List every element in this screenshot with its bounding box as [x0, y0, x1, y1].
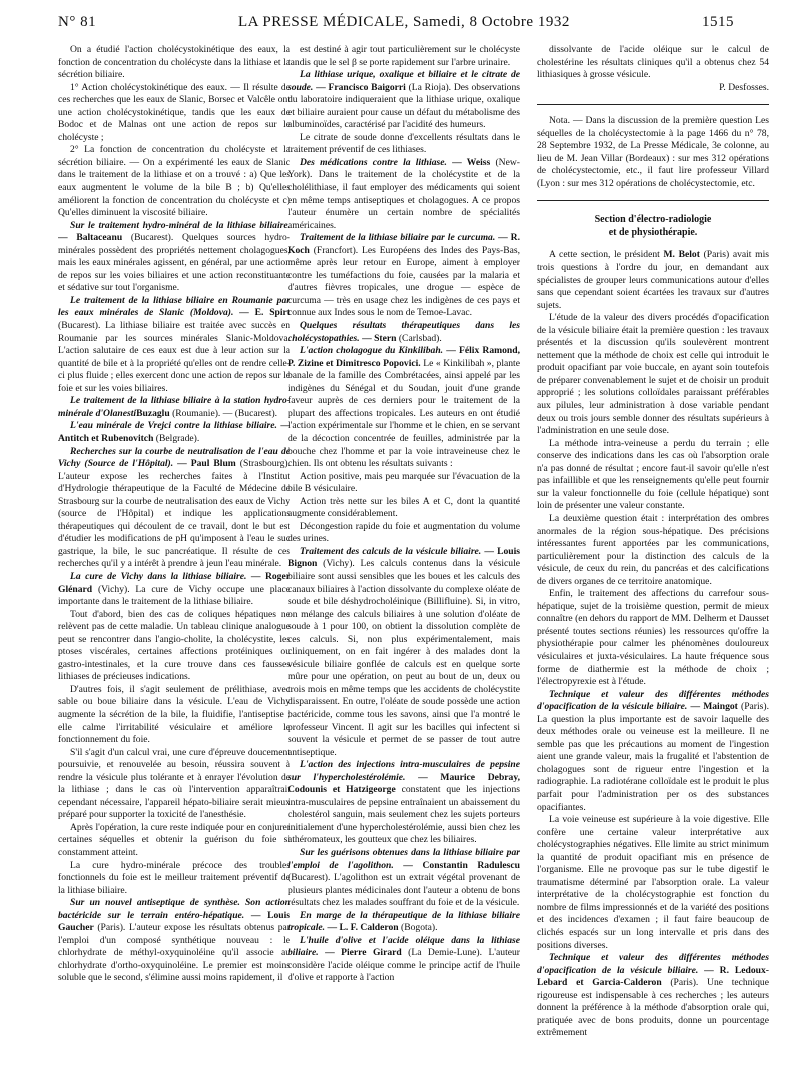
text: La méthode intra-veineuse a perdu du terrain ; elle conserve des indications dans les cas où l'absorption orale n'a pas donné de résultat ; encore faut-il savoir qu'elle n'est pas infaillible et que les renseignements qu'elle peut fournir sur la valeur fonctionnelle du foie (cellule hépatique) sont loin de présenter une valeur constante. [537, 437, 769, 512]
heading: En marge de la thérapeutique de la lithiase biliaire tropicale. [288, 909, 520, 934]
author: — Maurice Debray, Codounis et Hatzigeorge [288, 771, 520, 796]
paragraph [288, 521, 520, 546]
paragraph [288, 69, 520, 132]
column-right [537, 44, 769, 1082]
paragraph [58, 144, 290, 219]
heading: Recherches sur la courbe de neutralisation de l'eau de Vichy (Source de l'Hôpital). [58, 445, 290, 470]
paragraph [288, 910, 520, 935]
text: (Bucarest). L'agolithon est un extrait végétal provenant de plusieurs plantes médicinales dont l'auteur a obtenu de bons résultats chez les malades souffrant du foie et de la vésicule. [288, 872, 520, 909]
heading: La cure de Vichy dans la lithiase biliaire. [70, 570, 247, 582]
heading: L'action cholagogue du Kinkilibah. [300, 345, 444, 357]
text: Tout d'abord, bien des cas de coliques hépatiques ne relèvent pas de cette maladie. Un tableau clinique analogue peut se rencontrer dans l'angio-cholite, la cholécystite, les ptoses viscérales, certaines affections protéiniques ou gastro-intestinales, et la cure trouve dans ces fausses lithiases de précieuses indications. [58, 608, 290, 683]
text: Après l'opération, la cure reste indiquée pour en conjurer certaines séquelles et obtenir la guérison du foie si constamment atteint. [58, 821, 290, 858]
paragraph [288, 546, 520, 759]
paragraph [58, 295, 290, 395]
text: S'il s'agit d'un calcul vrai, une cure d'épreuve doucement poursuivie, et renouvelée au besoin, réussira souvent à rendre la vésicule plus tolérante et à enrayer l'évolution de la lithiase ; dans le cas où l'intervention apparaîtrait cependant nécessaire, l'appareil hépato-biliaire serait mieux préparé pour supporter la toxicité de l'anesthésie. [58, 746, 290, 821]
paragraph [58, 395, 290, 420]
paragraph [58, 860, 290, 898]
text: (Roumanie). — [169, 407, 235, 419]
text: dissolvante de l'acide oléique sur le calcul de cholestérine les résultats cliniques qu'il a obtenus chez 54 lithiasiques à grosse vésicule. [537, 44, 769, 81]
text: La voie veineuse est supérieure à la voie digestive. Elle confère une certaine valeur interprétative aux cholécystographies négatives. Elle limite au strict minimum la quantité de produit opacifiant mis en présence de l'organisme. Elle ne provoque pas sur le tube digestif le traumatisme déterminé par l'absorption orale. La valeur interprétative de la cholécystographie est fonction du nombre de films impressionnés et de la variété des positions et des incidences d'examen ; il faut faire beaucoup de clichés espacés sur un long intervalle et pris dans des positions diverses. [537, 814, 769, 951]
author: M. Belot [663, 249, 700, 261]
author: — Baltaceanu [58, 232, 123, 244]
paragraph [288, 345, 520, 470]
paragraph [537, 44, 769, 82]
heading: L'huile d'olive et l'acide oléique dans la lithiase biliaire. [288, 934, 520, 959]
text: A cette section, le président [549, 249, 664, 261]
text: (Vichy). Les calculs contenus dans la vésicule biliaire sont aussi sensibles que les boues et les calculs des canaux biliaires à l'action dissolvante du complexe oléate de soude et bile déshydrocholéinique (Billifluine). Si, in vitro, on mélange des calculs biliaires à une solution d'oléate de soude à 1 pour 100, on obtient la dissolution complète de ces calculs. Si, non plus expérimentalement, mais cliniquement, on en fait ingérer à des malades dont la vésicule biliaire gonflée de calculs est en quelque sorte mûre pour une opération, on peut au bout de un, deux ou trois mois en même temps que les accidents de cholécystite disparaissent. En outre, l'oléate de soude possède une action bactéricide, comme tous les savons, ainsi que l'a montré le professeur Vincent. Il agit sur les bacilles qui infectent si souvent la vésicule et permet de se passer de tout autre antiseptique. [288, 558, 520, 758]
author: — Pierre Girard [318, 947, 402, 959]
heading: Quelques résultats thérapeutiques dans les cholécystopathies. [288, 320, 520, 344]
signature: P. Desfosses. [719, 81, 769, 93]
author: — R. Ledoux-Lebard et Garcia-Calderon [537, 964, 769, 989]
column-left [58, 44, 290, 1082]
paragraph [288, 157, 520, 232]
paragraph [288, 471, 520, 496]
section-title-line-1: Section d'électro-radiologie [594, 214, 712, 226]
author: — Constantin Radulescu [393, 859, 520, 871]
text: La deuxième question était : interprétation des ombres anormales de la région sous-hépatique. Des précisions intéressantes furent apportées par les communications, particulièrement pour la distinction des calculs de la vésicule, de ceux du rein, du pancréas et des calcifications de divers organes de ce territoire anatomique. [537, 512, 769, 587]
author: — Weiss [446, 156, 491, 168]
text: (Paris) avait mis trois questions à l'ordre du jour, en demandant aux spécialistes de grouper leurs communications autour d'elles sans que cependant soient écartées les travaux sur d'autres sujets. [537, 249, 769, 311]
text: Le citrate de soude donne d'excellents résultats dans le traitement préventif de ces lithiases. [288, 131, 520, 156]
heading: Traitement des calculs de la vésicule biliaire. [300, 545, 482, 557]
paragraph [58, 44, 290, 82]
paragraph [288, 496, 520, 521]
text: (Paris). La question la plus importante est de savoir laquelle des deux méthodes orale ou veineuse est la meilleure. Il ne semble pas que les précautions au moment de l'ingestion aient une grande valeur, mais la frugalité et l'abstention de cholagogues sont de rigueur entre l'ingestion et la radiographie. La radiotérane colloïdale est le produit le plus parfait pour l'administration per os des substances opacifiantes. [537, 701, 769, 813]
paragraph [288, 44, 520, 69]
section-title-line-2: et de physiothérapie. [608, 227, 698, 239]
text: (Belgrade). [153, 432, 200, 444]
text: (Bucarest). La lithiase biliaire est traitée avec succès en Roumanie par les sources minérales Slanic-Moldova. L'action salutaire de ces eaux est due à leur action sur la quantité de bile et à la propriété qu'elles ont de rendre celle-ci plus fluide ; elles exercent donc une action de repos sur le foie et sur les voies biliaires. [58, 320, 290, 394]
author: — L. F. Calderon [325, 922, 399, 934]
text: (La Demie-Lune). L'auteur considère l'acide oléique comme le principe actif de l'huile d'olive et rapporte à l'action [288, 947, 520, 984]
text: (New-York). Dans le traitement de la cholécystite et de la cholélithiase, il faut employer des médicaments qui soient en même temps antiseptiques et cholagogues. A ce propos l'auteur énumère un certain nombre de spécialités américaines. [288, 156, 520, 231]
paragraph [288, 232, 520, 320]
divider [537, 200, 769, 201]
paragraph [58, 571, 290, 609]
paragraph [58, 220, 290, 295]
text: (Bogota). [398, 922, 438, 934]
paragraph [537, 689, 769, 814]
heading: Technique et valeur des différentes méthodes d'opacification de la vésicule biliaire. [537, 952, 769, 976]
paragraph [58, 420, 290, 445]
paragraph [58, 684, 290, 747]
divider [537, 104, 769, 105]
paragraph [537, 249, 769, 312]
text: (Vichy). La cure de Vichy occupe une place importante dans le traitement de la lithiase biliaire. [58, 583, 290, 608]
text: (Carlsbad). [396, 332, 442, 344]
column-right-body [537, 249, 769, 1039]
text: Action positive, mais peu marquée sur l'évacuation de la bile B vésiculaire. [288, 470, 520, 495]
page-header [58, 10, 734, 32]
author: — Maingot [687, 701, 738, 713]
paragraph [288, 320, 520, 345]
author: — Paul Blum [173, 458, 236, 470]
issue-number: N° 81 [58, 14, 97, 30]
heading: Le traitement de la lithiase biliaire à la station hydro-minérale d'Olanesti [58, 395, 290, 419]
text: 2° La fonction de concentration du cholécyste et la sécrétion biliaire. — On a expérimenté les eaux de Slanic dans le traitement de la lithiase et on a trouvé : a) Que les eaux augmentent le volume de la bile B ; b) Qu'elles améliorent la fonction de concentration du cholécyste et c) Qu'elles diminuent la viscosité biliaire. [58, 144, 290, 219]
paragraph [58, 897, 290, 985]
text: (Bucarest). Quelques sources hydro-minérales possèdent des propriétés nettement cholagogues, mais les eaux minérales agissent, en général, par une action de repos sur les voies biliaires et une action reconstituante et sédative sur tout l'organisme. [58, 232, 290, 294]
text: constatent que les injections intra-musculaires de pepsine entraînaient un abaissement du cholestérol sanguin, mais seulement chez les sujets porteurs initialement d'une hypercholestérolémie, aussi bien chez les athéromateux, les goutteux que chez les biliaires. [288, 784, 520, 846]
author: — E. Spirt [233, 307, 290, 319]
column-middle [288, 44, 520, 1082]
text: 1° Action cholécystokinétique des eaux. — Il résulte de ces recherches que les eaux de Slanic, Borsec et Valcêle ont une action cholécystokinétique, tandis que les eaux de Bodoc et de Malnas ont une action de repos sur le cholécyste ; [58, 81, 290, 143]
text: D'autres fois, il s'agit seulement de prélithiase, avec sable ou boue biliaire dans la vésicule. L'eau de Vichy augmente la sécrétion de la bile, la fluidifie, l'antiseptise ; elle calme l'irritabilité vésiculaire et améliore le fonctionnement du foie. [58, 683, 290, 746]
author: — Francisco Baigorri [313, 81, 406, 93]
note-paragraph: Nota. — Dans la discussion de la première question Les séquelles de la cholécystectomie à la page 1466 du n° 78, 28 Septembre 1932, de La Presse Médicale, 3e colonne, au lieu de M. Jean Villar (Bordeaux) : sur mes 312 opérations de cholécystectomie, etc., il faut lire professeur Villard (Lyon : sur mes 312 opérations de cholécystectomie, etc. [537, 115, 769, 189]
author: — Louis Gaucher [58, 909, 290, 934]
text: Enfin, le traitement des affections du carrefour sous-hépatique, sujet de la troisième question, permit de mieux connaître (en dehors du rapport de MM. Delherm et Dausset présenté toutes sections réunies) les ressources qu'offre la physiothérapie pour calmer les phénomènes douloureux vésiculaires et juxta-vésiculaires. La haute fréquence sous forme de diathermie est la méthode de choix ; l'électropyrexie est à l'étude. [537, 588, 769, 688]
column-right-top [537, 44, 769, 82]
paragraph [58, 747, 290, 822]
journal-title: LA PRESSE MÉDICALE, Samedi, 8 Octobre 1932 [238, 14, 570, 30]
text: est destiné à agir tout particulièrement sur le cholécyste tandis que le sel β se porte rapidement sur l'arbre urinaire. [288, 44, 520, 68]
heading: Sur un nouvel antiseptique de synthèse. Son action bactéricide sur le terrain entéro-hépatique. [58, 897, 290, 921]
author: — Louis Bignon [288, 545, 520, 570]
author: Buzaglu [136, 407, 170, 419]
author: — Félix Ramond, P. Zizine et Dimitresco Popovici. [288, 345, 520, 369]
paragraph [58, 822, 290, 860]
section-title [537, 213, 769, 239]
paragraph [58, 446, 290, 571]
text: (Paris). Une technique rigoureuse est indispensable à ces recherches ; les auteurs donnent la préférence à la méthode d'absorption orale qui, pratiquée avec de bons produits, donne un pourcentage extrêmement [537, 977, 769, 1039]
paragraph [288, 759, 520, 847]
text: Décongestion rapide du foie et augmentation du volume des urines. [288, 520, 520, 545]
author: — Roger Glénard [58, 570, 290, 595]
author: — Stern [359, 332, 397, 344]
paragraph [58, 609, 290, 684]
text: L'étude de la valeur des divers procédés d'opacification de la vésicule biliaire était la première question : les travaux présentés et la discussion qu'ils soulevèrent montrent nettement que la méthode de choix est celle qui introduit le produit opacifiant par voie buccale, en ayant soin toutefois de préparer convenablement le sujet et de choisir un produit approprié ; les solutions colloïdales paraissant préférables aux pilules, leur administration à dose variable pendant deux ou trois jours semble donner des résultats supérieurs à l'administration en une seule dose. [537, 312, 769, 437]
text: La cure hydro-minérale précoce des troubles fonctionnels du foie est le meilleur traitement préventif de la lithiase biliaire. [58, 859, 290, 896]
heading: Des médications contre la lithiase. [300, 156, 447, 168]
text: On a étudié l'action cholécystokinétique des eaux, la fonction de concentration du cholécyste dans la lithiase et la sécrétion biliaire. [58, 44, 290, 81]
heading: Technique et valeur des différentes méthodes d'opacification de la vésicule biliaire. [537, 688, 769, 713]
heading: Sur le traitement hydro-minéral de la lithiase biliaire. [70, 219, 290, 231]
paragraph [288, 935, 520, 985]
text: (La Rioja). Des observations du laboratoire indiqueraient que la lithiase urique, oxalique et biliaire auraient pour cause un défaut du métabolisme des albuminoïdes, caractérisé par l'acidité des humeurs. [288, 81, 520, 131]
text: Le « Kinkilibah », plante banale de la famille des Combrétacées, ainsi appelé par les indigènes du Sénégal et du Soudan, jouit d'une grande faveur auprès de ces derniers pour le traitement de la plupart des affections tropicales. Les auteurs en ont étudié l'action expérimentale sur l'homme et le chien, en se servant de la décoction concentrée de feuilles, administrée par la bouche chez l'homme et par la voie intraveineuse chez le chien. Ils ont obtenu les résultats suivants : [288, 357, 520, 470]
paragraph [288, 847, 520, 910]
page-number: 1515 [702, 14, 734, 30]
paragraph [537, 438, 769, 513]
paragraph [537, 814, 769, 952]
heading: La lithiase urique, oxalique et biliaire et le citrate de soude. [288, 69, 520, 93]
paragraph [537, 588, 769, 688]
heading: Le traitement de la lithiase biliaire en Roumanie par les eaux minérales de Slanic (Moldova). [58, 294, 290, 319]
heading: Traitement de la lithiase biliaire par le curcuma. [300, 232, 496, 244]
paragraph [58, 82, 290, 145]
paragraph [288, 132, 520, 157]
text: (Bucarest). [234, 407, 278, 419]
text: (Strasbourg). L'auteur expose les recherches faites à l'Institut d'Hydrologie thérapeutique de la Faculté de Médecine de Strasbourg sur la courbe de neutralisation des eaux de Vichy (source de l'Hôpital) et indique les applications thérapeutiques qui découlent de ce travail, dont le but est d'étudier les modifications de pH qu'imposent à l'eau le suc gastrique, la bile, le suc pancréatique. Il résulte de ces recherches qu'il y a intérêt à prendre à jeun l'eau minérale. [58, 458, 290, 570]
heading: Sur les guérisons obtenues dans la lithiase biliaire par l'emploi de l'agolithon. [288, 847, 520, 871]
text: (Paris). L'auteur expose les résultats obtenus par l'emploi d'un composé synthétique nouveau : le chlorhydrate de méthyl-oxyquinoléine qu'il associe au chlorhydrate d'ortho-oxyquinoléine. Le premier est moins soluble que le second, s'élimine aussi moins rapidement, il [58, 922, 290, 984]
heading: L'eau minérale de Vrejci contre la lithiase biliaire. [70, 420, 277, 432]
paragraph [537, 513, 769, 588]
heading: L'action des injections intra-musculaires de pepsine sur l'hypercholestérolémie. [288, 759, 520, 783]
text: (Francfort). Les Européens des Indes des Pays-Bas, même après leur retour en Europe, aiment à employer contre les tuméfactions du foie, causées par la malaria et d'autres fièvres tropicales, une drogue — espèce de curcuma — très en usage chez les indigènes de ces pays et connue aux Indes sous le nom de Temoe-Lavac. [288, 244, 520, 319]
author: — Antitch et Rubenovitch [58, 420, 290, 444]
paragraph [537, 952, 769, 1040]
paragraph [537, 312, 769, 437]
author: — R. Koch [288, 232, 520, 256]
text: Action très nette sur les biles A et C, dont la quantité augmente considérablement. [288, 495, 520, 520]
